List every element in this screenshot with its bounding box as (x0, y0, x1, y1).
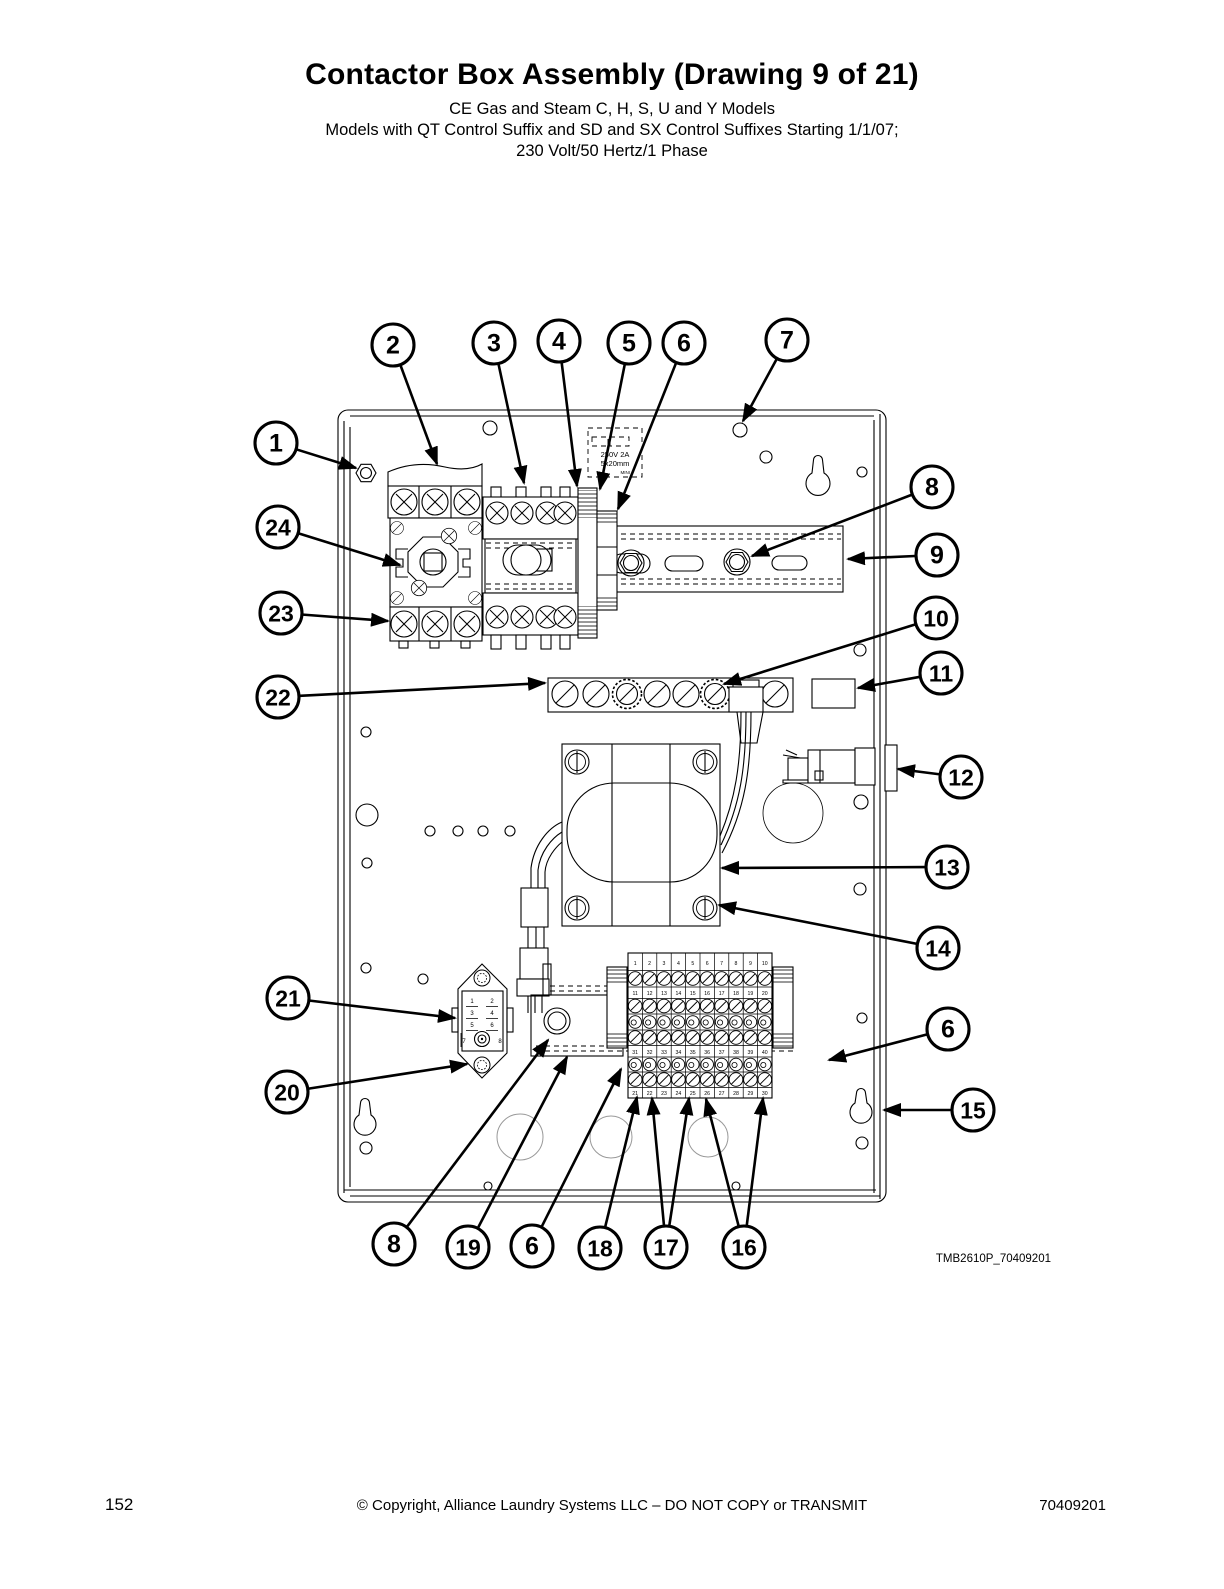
terminal-screw (744, 1073, 758, 1087)
terminal-screw (758, 1031, 772, 1045)
terminal-screw (744, 1031, 758, 1045)
disconnect-switch (388, 464, 482, 648)
fuse-rating-text: 250V 2A (600, 450, 630, 459)
terminal-ring (701, 1058, 714, 1071)
callout-arrow (310, 1001, 455, 1018)
callout-3 (473, 322, 524, 483)
subtitle-models: CE Gas and Steam C, H, S, U and Y Models (449, 100, 775, 118)
terminal-screw (672, 999, 686, 1013)
callout-4 (538, 320, 580, 486)
connector-pin-number: 1 (470, 999, 474, 1005)
callout-number: 17 (653, 1234, 679, 1261)
terminal-number: 14 (675, 991, 682, 997)
terminal-ring (687, 1016, 700, 1029)
terminal-ring (744, 1058, 757, 1071)
callout-arrow (300, 683, 545, 696)
callout-number: 5 (622, 329, 636, 358)
callout-24 (257, 506, 400, 565)
relay-block (812, 679, 855, 708)
terminal-screw (700, 1073, 714, 1087)
callout-20 (266, 1064, 467, 1113)
connector-pin-number: 8 (498, 1039, 502, 1045)
terminal-screw (686, 1073, 700, 1087)
callout-number: 8 (925, 473, 939, 502)
terminal-screw (700, 1031, 714, 1045)
callout-13 (722, 846, 968, 888)
terminal-screw (744, 999, 758, 1013)
callout-arrow (542, 1069, 621, 1226)
terminal-screw (628, 1031, 642, 1045)
terminal-screw (729, 972, 743, 986)
callout-number: 6 (941, 1015, 955, 1044)
callout-number: 6 (677, 329, 691, 358)
terminal-number: 16 (704, 991, 711, 997)
callout-number: 15 (960, 1097, 986, 1124)
terminal-number: 3 (662, 961, 666, 967)
callout-22 (257, 676, 545, 718)
connector-top-screw (474, 970, 490, 986)
connector-pin-number: 6 (490, 1023, 494, 1029)
terminal-screw (758, 999, 772, 1013)
terminal-screw (657, 999, 671, 1013)
terminal-ring (730, 1016, 743, 1029)
callout-1 (255, 422, 356, 468)
terminal-ring (672, 1058, 685, 1071)
callout-arrow (618, 363, 676, 509)
callout-arrow (747, 1098, 763, 1225)
terminal-number: 19 (747, 991, 754, 997)
callout-number: 18 (587, 1235, 613, 1262)
footer-copyright: © Copyright, Alliance Laundry Systems LLC – DO NOT COPY or TRANSMIT (356, 1497, 868, 1514)
terminal-number: 28 (733, 1091, 739, 1097)
terminal-number: 22 (646, 1091, 653, 1097)
callout-number: 12 (948, 764, 974, 791)
terminal-screw (686, 972, 700, 986)
callout-15 (884, 1089, 994, 1131)
terminal-ring (744, 1016, 757, 1029)
terminal-number: 18 (733, 991, 739, 997)
transformer (562, 744, 720, 926)
callout-number: 6 (525, 1232, 539, 1261)
callout-16 (706, 1098, 765, 1268)
callout-9 (848, 534, 958, 576)
terminal-number: 30 (761, 1091, 768, 1097)
terminal-screw (643, 1031, 657, 1045)
terminal-number: 9 (748, 961, 752, 967)
terminal-ring (715, 1016, 728, 1029)
callout-number: 13 (934, 854, 960, 881)
terminal-screw (657, 1031, 671, 1045)
callout-arrow (652, 1098, 664, 1225)
callout-arrow (719, 905, 916, 944)
terminal-number: 4 (676, 961, 680, 967)
callout-arrow (401, 366, 437, 464)
footer-page-number: 152 (105, 1495, 134, 1514)
terminal-number: 10 (761, 961, 768, 967)
terminal-ring (658, 1016, 671, 1029)
terminal-number: 1 (633, 961, 637, 967)
callout-arrow (898, 769, 939, 774)
terminal-ring (629, 1016, 642, 1029)
terminal-screw (672, 972, 686, 986)
rail-end-clamps (578, 488, 617, 638)
terminal-screw (700, 999, 714, 1013)
terminal-screw (643, 1073, 657, 1087)
panel-bushing (544, 1008, 570, 1034)
terminal-number: 8 (734, 961, 738, 967)
callout-number: 20 (274, 1079, 300, 1106)
contactor (483, 487, 578, 649)
callout-23 (260, 592, 388, 634)
terminal-number: 39 (747, 1050, 754, 1056)
terminal-screw (657, 972, 671, 986)
terminal-number: 26 (704, 1091, 711, 1097)
connector-pin-number: 7 (462, 1039, 466, 1045)
mounting-nut (356, 464, 376, 481)
callout-arrow (829, 1035, 927, 1060)
terminal-screw (744, 972, 758, 986)
terminal-number: 31 (632, 1050, 639, 1056)
terminal-block (607, 953, 793, 1098)
callout-17 (645, 1098, 689, 1268)
callout-arrow (706, 1099, 739, 1226)
callout-number: 7 (780, 326, 794, 355)
callout-number: 10 (923, 605, 949, 632)
callout-arrow (743, 359, 776, 421)
terminal-screw (715, 1031, 729, 1045)
terminal-number: 21 (632, 1091, 639, 1097)
terminal-number: 37 (718, 1050, 725, 1056)
callout-number: 19 (455, 1234, 481, 1261)
terminal-number: 24 (675, 1091, 682, 1097)
terminal-screw (686, 1031, 700, 1045)
callout-number: 21 (275, 985, 301, 1012)
terminal-number: 32 (646, 1050, 653, 1056)
callout-6 (829, 1008, 969, 1060)
terminal-number: 38 (733, 1050, 739, 1056)
callout-arrow (722, 867, 925, 868)
callout-7 (743, 319, 808, 421)
terminal-screw (715, 999, 729, 1013)
callout-arrow (858, 677, 919, 688)
terminal-number: 5 (691, 961, 695, 967)
callout-number: 3 (487, 329, 501, 358)
terminal-screw (715, 1073, 729, 1087)
terminal-number: 23 (661, 1091, 667, 1097)
callout-number: 9 (930, 541, 944, 570)
terminal-ring (643, 1016, 656, 1029)
terminal-screw (700, 972, 714, 986)
callout-number: 11 (928, 660, 954, 687)
connector-pin-number: 4 (490, 1011, 494, 1017)
terminal-ring (759, 1016, 772, 1029)
fuse-type-text: MINI (620, 470, 630, 475)
terminal-screw (628, 972, 642, 986)
rail-bolt (618, 550, 644, 576)
footer-document-number: 70409201 (1039, 1497, 1106, 1514)
callout-number: 2 (386, 331, 400, 360)
callout-number: 23 (268, 600, 294, 627)
terminal-screw (686, 999, 700, 1013)
connector-pin-number: 5 (470, 1023, 474, 1029)
terminal-number: 36 (704, 1050, 711, 1056)
callout-number: 4 (552, 327, 566, 356)
callout-arrow (669, 1098, 689, 1225)
callout-2 (372, 324, 437, 464)
terminal-ring (759, 1058, 772, 1071)
terminal-screw (729, 999, 743, 1013)
callout-number: 14 (925, 935, 951, 962)
terminal-ring (672, 1016, 685, 1029)
ground-terminal-strip (548, 678, 793, 743)
power-connector (452, 964, 513, 1078)
callout-number: 8 (387, 1230, 401, 1259)
terminal-number: 17 (718, 991, 725, 997)
terminal-screw (672, 1073, 686, 1087)
page-title: Contactor Box Assembly (Drawing 9 of 21) (305, 58, 919, 91)
callout-21 (267, 977, 455, 1019)
terminal-number: 2 (648, 961, 652, 967)
callout-18 (579, 1097, 637, 1269)
terminal-screw (672, 1031, 686, 1045)
fuse-size-text: 5x20mm (600, 459, 630, 468)
terminal-ring (629, 1058, 642, 1071)
terminal-number: 7 (720, 961, 724, 967)
callout-12 (898, 756, 982, 798)
callout-arrow (303, 615, 388, 621)
terminal-ring (715, 1058, 728, 1071)
terminal-number: 15 (689, 991, 696, 997)
terminal-number: 33 (661, 1050, 667, 1056)
callout-number: 22 (265, 684, 291, 711)
terminal-number: 12 (646, 991, 653, 997)
callout-number: 1 (269, 429, 283, 458)
terminal-screw (643, 999, 657, 1013)
callout-arrow (562, 363, 577, 486)
connector-pin-number: 2 (490, 999, 494, 1005)
terminal-number: 13 (661, 991, 667, 997)
terminal-number: 6 (705, 961, 709, 967)
terminal-screw (758, 972, 772, 986)
terminal-ring (687, 1058, 700, 1071)
terminal-screw (643, 972, 657, 986)
terminal-screw (758, 1073, 772, 1087)
terminal-number: 25 (689, 1091, 696, 1097)
terminal-screw (628, 999, 642, 1013)
terminal-number: 35 (689, 1050, 696, 1056)
terminal-ring (643, 1058, 656, 1071)
callout-arrow (309, 1064, 467, 1089)
terminal-screw (729, 1031, 743, 1045)
subtitle-voltage: 230 Volt/50 Hertz/1 Phase (516, 142, 708, 160)
callout-number: 16 (731, 1234, 757, 1261)
rail-bolt-8 (724, 549, 750, 575)
terminal-number: 20 (761, 991, 768, 997)
terminal-number: 40 (761, 1050, 768, 1056)
callout-arrow (297, 450, 356, 468)
terminal-screw (715, 972, 729, 986)
terminal-number: 29 (747, 1091, 754, 1097)
connector-bottom-screw (474, 1057, 490, 1073)
callout-number: 24 (265, 514, 291, 541)
subtitle-suffixes: Models with QT Control Suffix and SD and SX Control Suffixes Starting 1/1/07; (325, 121, 899, 139)
terminal-screw (729, 1073, 743, 1087)
connector-pin-number: 3 (470, 1011, 474, 1017)
terminal-number: 34 (675, 1050, 682, 1056)
terminal-ring (701, 1016, 714, 1029)
callout-arrow (499, 365, 524, 483)
figure-code: TMB2610P_70409201 (935, 1253, 1051, 1265)
terminal-number: 27 (718, 1091, 725, 1097)
terminal-screw (657, 1073, 671, 1087)
terminal-ring (730, 1058, 743, 1071)
terminal-screw (628, 1073, 642, 1087)
callout-arrow (848, 556, 915, 559)
terminal-ring (658, 1058, 671, 1071)
terminal-number: 11 (632, 991, 638, 997)
